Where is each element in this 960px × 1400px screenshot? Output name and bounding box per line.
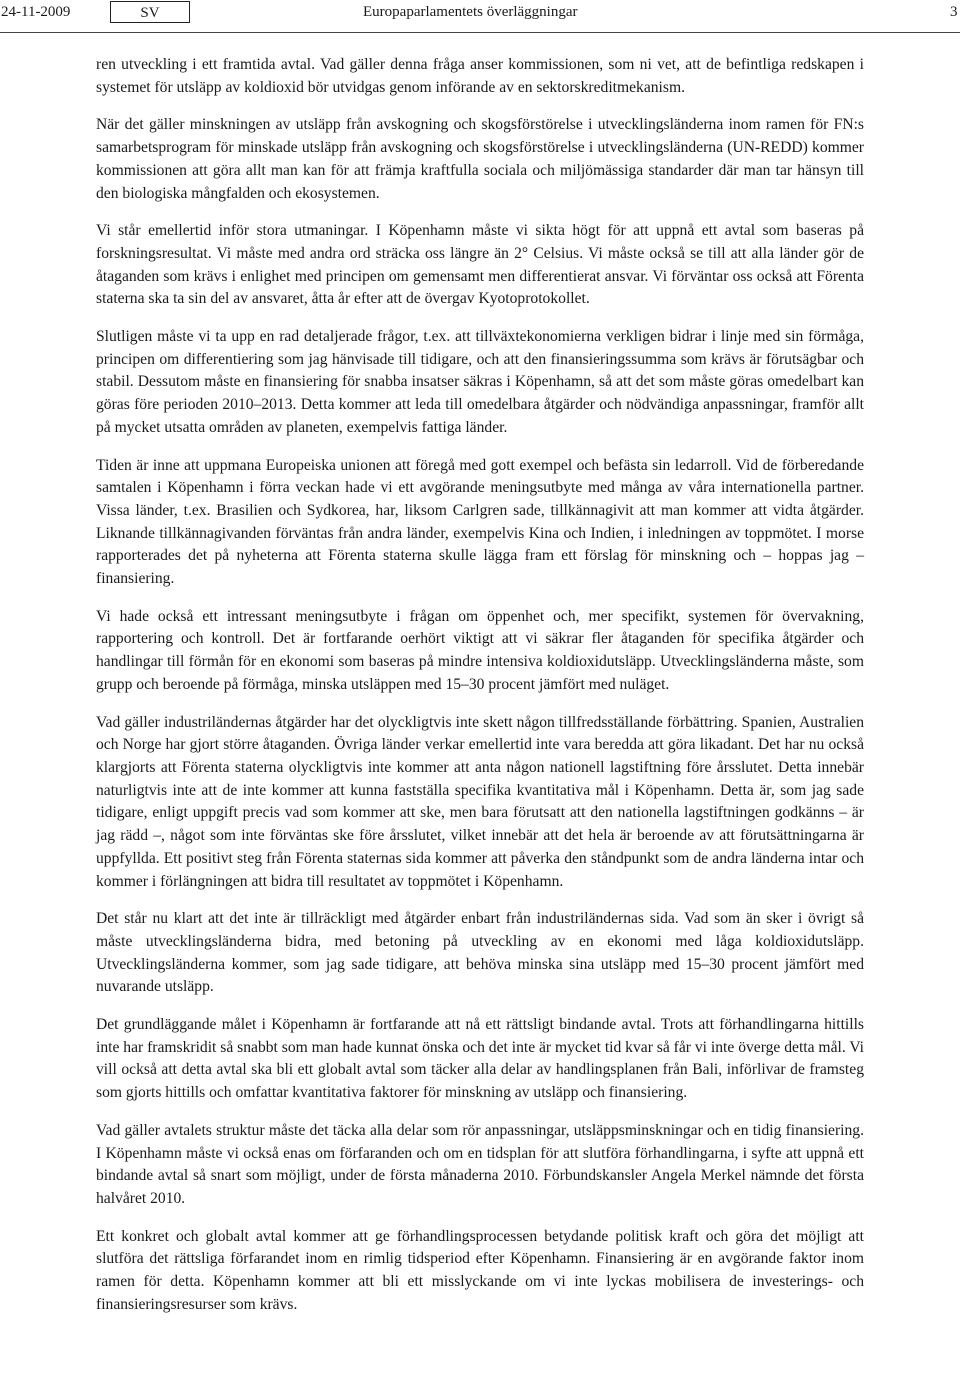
paragraph-6: Vi hade också ett intressant meningsutbyte i frågan om öppenhet och, mer specifikt, systemen för övervakning, rapportering och kontroll. Det är fortfarande oerhört viktigt att vi säkrar fler åtaganden för specifika åtgärder och handlingar till förmån för en ekonomi som baseras på mindre intensiva koldioxidutsläpp. Utvecklingsländerna måste, som grupp och beroende på förmåga, minska utsläppen med 15–30 procent jämfört med nuläget. bbox=[96, 607, 864, 693]
paragraph-3: Vi står emellertid inför stora utmaningar. I Köpenhamn måste vi sikta högt för att uppnå ett avtal som baseras på forskningsresultat. Vi måste med andra ord sträcka oss längre än 2° Celsius. Vi måste också se till att alla länder gör de åtaganden som krävs i enlighet med principen om gemensamt men differentierat ansvar. Vi förväntar oss också att Förenta staterna ska ta sin del av ansvaret, åtta år efter att de övergav Kyotoprotokollet. bbox=[96, 222, 864, 308]
paragraph-10: Vad gäller avtalets struktur måste det täcka alla delar som rör anpassningar, utsläppsminskningar och en tidig finansiering. I Köpenhamn måste vi också enas om förfaranden och om en tidsplan för att slutföra förhandlingarna, i syfte att uppnå ett bindande avtal så snart som möjligt, under de första månaderna 2010. Förbundskansler Angela Merkel nämnde det första halvåret 2010. bbox=[96, 1121, 864, 1207]
paragraph-5: Tiden är inne att uppmana Europeiska unionen att föregå med gott exempel och befästa sin ledarroll. Vid de förberedande samtalen i Köpenhamn i förra veckan hade vi ett avgörande meningsutbyte med många av våra internationella partner. Vissa länder, t.ex. Brasilien och Sydkorea, har, liksom Carlgren sade, tillkännagivit att man kommer att vidta åtgärder. Liknande tillkännagivanden förväntas från andra länder, exempelvis Kina och Indien, i inledningen av toppmötet. I morse rapporterades det på nyheterna att Förenta staterna skulle lägga fram ett förslag för minskning och – hoppas jag – finansiering. bbox=[96, 456, 864, 588]
page-header bbox=[0, 0, 960, 33]
language-badge: SV bbox=[110, 1, 190, 23]
paragraph-2: När det gäller minskningen av utsläpp från avskogning och skogsförstörelse i utvecklingsländerna inom ramen för FN:s samarbetsprogram för minskade utsläpp från avskogning och skogsförstörelse i utvecklingsländerna (UN-REDD) kommer kommissionen att göra allt man kan för att främja kraftfulla sociala och miljömässiga standarder där man tar hänsyn till den biologiska mångfalden och ekosystemen. bbox=[96, 116, 864, 202]
paragraph-7: Vad gäller industriländernas åtgärder har det olyckligtvis inte skett någon tillfredsställande förbättring. Spanien, Australien och Norge har gjort större åtaganden. Övriga länder verkar emellertid inte vara beredda att göra likadant. Det har nu också klargjorts att Förenta staterna olyckligtvis inte kommer att anta någon nationell lagstiftning före årsslutet. Detta innebär naturligtvis inte att de inte kommer att kunna fastställa specifika kvantitativa mål i Köpenhamn. Detta är, som jag sade tidigare, enligt uppgift precis vad som kommer att ske, men bara förutsatt att den nationella lagstiftningen godkänns – är jag rädd –, något som inte förväntas ske före årsslutet, vilket innebär att det hela är beroende av att förutsättningarna är uppfyllda. Ett positivt steg från Förenta staternas sida kommer att påverka den ståndpunkt som de andra länderna intar och kommer i förlängningen att bidra till resultatet av toppmötet i Köpenhamn. bbox=[96, 713, 864, 890]
document-title: Europaparlamentets överläggningar bbox=[363, 4, 578, 20]
header-date: 24-11-2009 bbox=[1, 4, 71, 20]
paragraph-1: ren utveckling i ett framtida avtal. Vad gäller denna fråga anser kommissionen, som ni vet, att de befintliga redskapen i systemet för utsläpp av koldioxid bör utvidgas genom införande av en sektorskreditmekanism. bbox=[96, 56, 864, 96]
paragraph-9: Det grundläggande målet i Köpenhamn är fortfarande att nå ett rättsligt bindande avtal. Trots att förhandlingarna hittills inte har framskridit så snabbt som man hade kunnat önska och det inte är mycket tid kvar så får vi inte överge detta mål. Vi vill också att detta avtal ska bli ett globalt avtal som täcker alla delar av handlingsplanen från Bali, införlivar de framsteg som gjorts hittills och omfattar kvantitativa faktorer för minskning av utsläpp och finansiering. bbox=[96, 1016, 864, 1102]
paragraph-8: Det står nu klart att det inte är tillräckligt med åtgärder enbart från industriländernas sida. Vad som än sker i övrigt så måste utvecklingsländerna bidra, med betoning på utveckling av en ekonomi med låga koldioxidutsläpp. Utvecklingsländerna kommer, som jag sade tidigare, att behöva minska sina utsläpp med 15–30 procent jämfört med nuvarande utsläpp. bbox=[96, 910, 864, 996]
page-number: 3 bbox=[950, 4, 958, 20]
paragraph-4: Slutligen måste vi ta upp en rad detaljerade frågor, t.ex. att tillväxtekonomierna verkligen bidrar i linje med sin förmåga, principen om differentiering som jag hänvisade till tidigare, och att den finansieringssumma som krävs är förutsägbar och stabil. Dessutom måste en finansiering för snabba insatser säkras i Köpenhamn, så att det som måste göras omedelbart kan göras före perioden 2010–2013. Detta kommer att leda till omedelbara åtgärder och nödvändiga anpassningar, framför allt på mycket utsatta områden av planeten, exempelvis fattiga länder. bbox=[96, 328, 864, 436]
paragraph-11: Ett konkret och globalt avtal kommer att ge förhandlingsprocessen betydande politisk kraft och göra det möjligt att slutföra det rättsliga förfarandet inom en rimlig tidsperiod efter Köpenhamn. Finansiering är en avgörande faktor inom ramen för detta. Köpenhamn kommer att bli ett misslyckande om vi inte lyckas mobilisera de investerings- och finansieringsresurser som krävs. bbox=[96, 1227, 864, 1313]
document-body bbox=[96, 54, 864, 1331]
header-divider bbox=[0, 32, 960, 33]
